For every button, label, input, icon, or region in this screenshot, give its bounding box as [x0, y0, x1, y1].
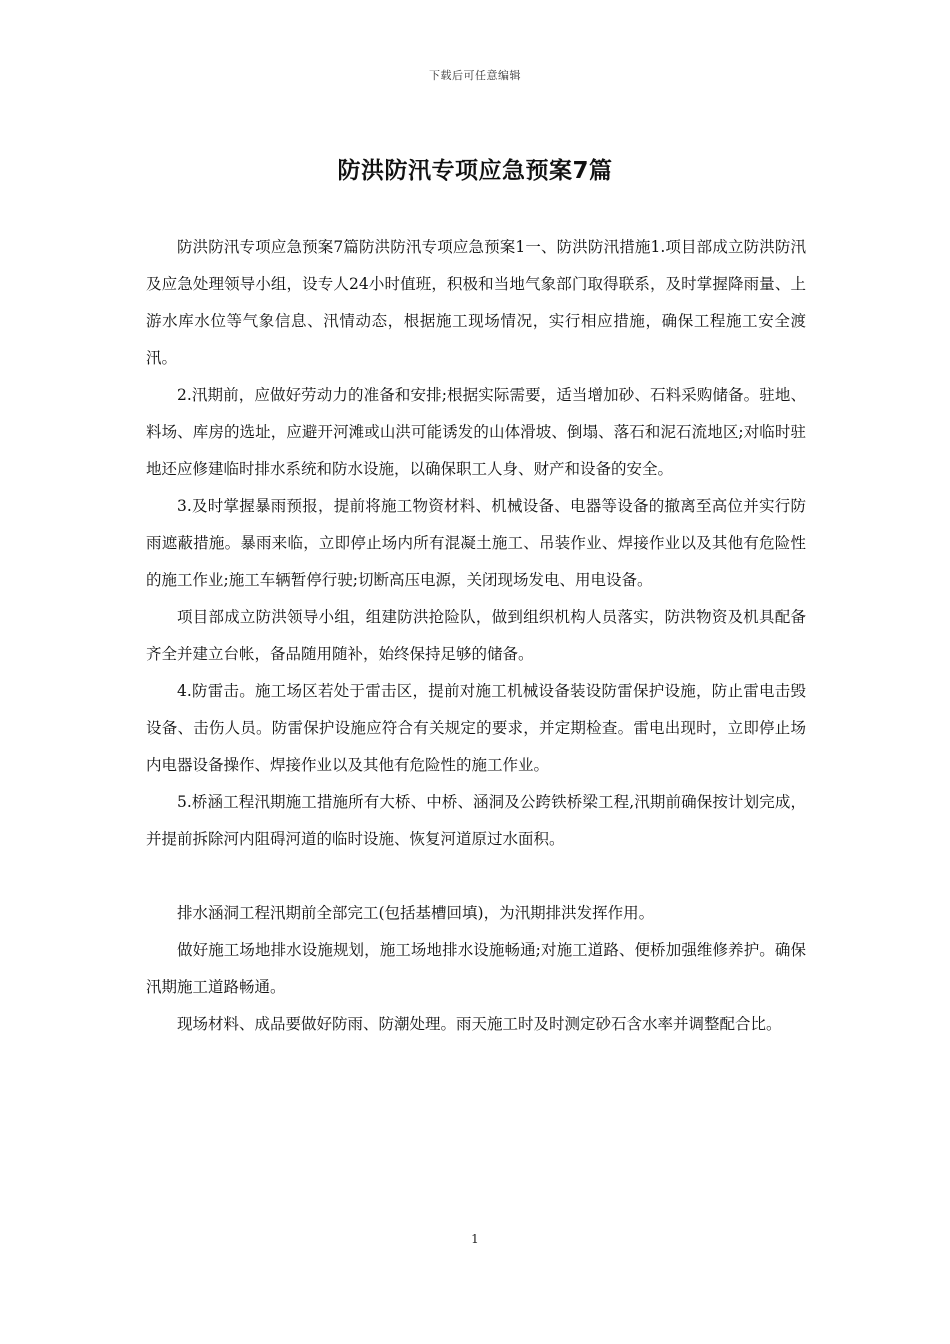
- paragraph: 2.汛期前，应做好劳动力的准备和安排;根据实际需要，适当增加砂、石料采购储备。驻地、料场、库房的选址，应避开河滩或山洪可能诱发的山体滑坡、倒塌、落石和泥石流地区;对临时驻地还应修建临时排水系统和防水设施，以确保职工人身、财产和设备的安全。: [146, 386, 806, 478]
- paragraph: 现场材料、成品要做好防雨、防潮处理。雨天施工时及时测定砂石含水率并调整配合比。: [177, 1015, 782, 1033]
- document-body: [146, 229, 806, 1043]
- paragraph: 防洪防汛专项应急预案7篇防洪防汛专项应急预案1一、防洪防汛措施1.项目部成立防洪防汛及应急处理领导小组，设专人24小时值班，积极和当地气象部门取得联系，及时掌握降雨量、上游水库水位等气象信息、汛情动态，根据施工现场情况，实行相应措施，确保工程施工安全渡汛。: [146, 238, 806, 367]
- paragraph: 排水涵洞工程汛期前全部完工(包括基槽回填)，为汛期排洪发挥作用。: [177, 904, 655, 922]
- paragraph: 5.桥涵工程汛期施工措施所有大桥、中桥、涵洞及公跨铁桥梁工程,汛期前确保按计划完成，并提前拆除河内阻碍河道的临时设施、恢复河道原过水面积。: [146, 793, 806, 848]
- document-title: 防洪防汛专项应急预案7篇: [337, 158, 613, 184]
- paragraph: 项目部成立防洪领导小组，组建防洪抢险队，做到组织机构人员落实，防洪物资及机具配备齐全并建立台帐，备品随用随补，始终保持足够的储备。: [146, 608, 806, 663]
- paragraph: 做好施工场地排水设施规划，施工场地排水设施畅通;对施工道路、便桥加强维修养护。确保汛期施工道路畅通。: [146, 941, 806, 996]
- paragraph-spacer: [146, 858, 806, 895]
- page-number: 1: [471, 1232, 479, 1246]
- paragraph: 3.及时掌握暴雨预报，提前将施工物资材料、机械设备、电器等设备的撤离至高位并实行防雨遮蔽措施。暴雨来临，立即停止场内所有混凝土施工、吊装作业、焊接作业以及其他有危险性的施工作业;施工车辆暂停行驶;切断高压电源，关闭现场发电、用电设备。: [146, 497, 806, 589]
- paragraph: 4.防雷击。施工场区若处于雷击区，提前对施工机械设备装设防雷保护设施，防止雷电击毁设备、击伤人员。防雷保护设施应符合有关规定的要求，并定期检查。雷电出现时，立即停止场内电器设备操作、焊接作业以及其他有危险性的施工作业。: [146, 682, 806, 774]
- header-note: 下载后可任意编辑: [429, 69, 521, 82]
